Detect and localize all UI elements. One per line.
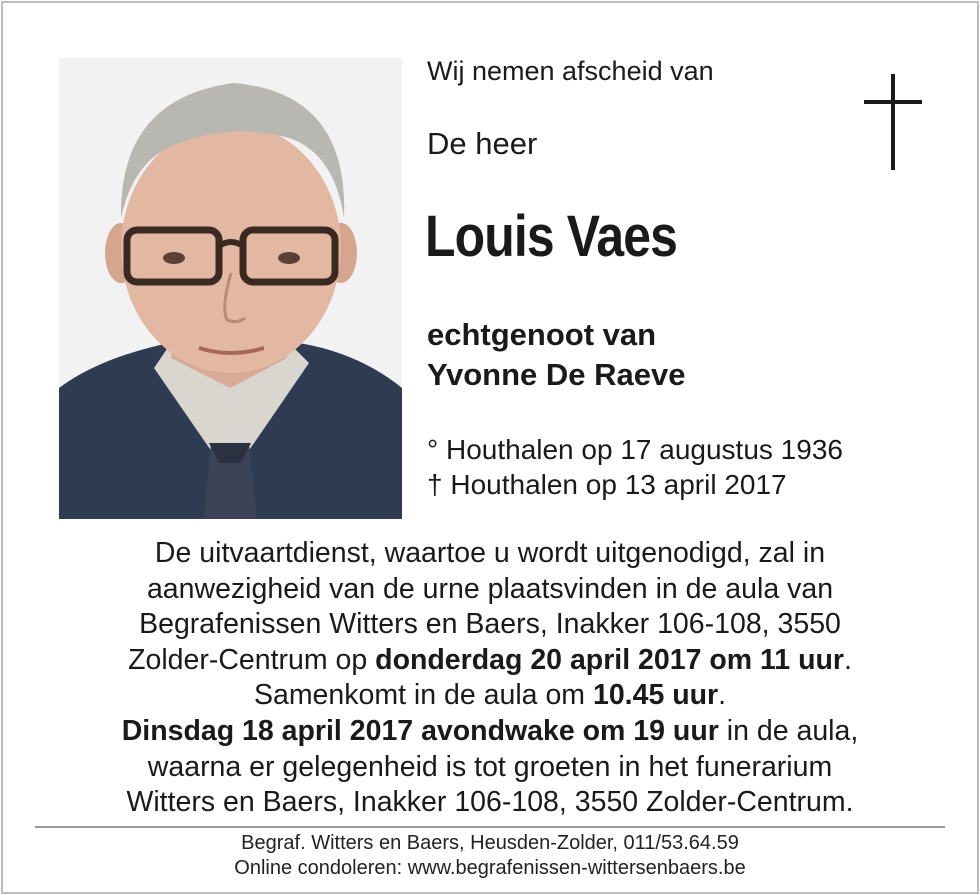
spouse-line-1: echtgenoot van	[427, 317, 657, 352]
body-line	[40, 643, 940, 679]
body-line: Begrafenissen Witters en Baers, Inakker 106-108, 3550	[139, 608, 841, 641]
honorific: De heer	[427, 126, 538, 161]
body-text: .	[718, 679, 727, 712]
body-line: Witters en Baers, Inakker 106-108, 3550 Zolder-Centrum.	[126, 786, 854, 819]
body-line	[40, 678, 940, 714]
body-text: in de aula,	[718, 714, 859, 747]
body-line	[40, 714, 940, 750]
intro-text: Wij nemen afscheid van	[427, 56, 714, 86]
body-text: .	[844, 643, 852, 676]
funeral-details	[40, 536, 940, 821]
cross-icon	[864, 74, 922, 170]
spouse-block	[427, 315, 685, 395]
death-line: † Houthalen op 13 april 2017	[427, 469, 787, 500]
body-line: aanwezigheid van de urne plaatsvinden in de aula van	[146, 572, 834, 605]
body-text: Zolder-Centrum op	[128, 643, 376, 676]
footer-divider	[35, 826, 945, 828]
birth-line: ° Houthalen op 17 augustus 1936	[427, 434, 843, 465]
body-text: Samenkomt in de aula om	[253, 679, 593, 712]
body-line: waarna er gelegenheid is tot groeten in het funerarium	[147, 750, 833, 783]
deceased-name: Louis Vaes	[425, 204, 678, 269]
gathering-time: 10.45 uur	[592, 679, 719, 712]
footer-line-2: Online condoleren: www.begrafenissen-wittersenbaers.be	[234, 857, 746, 879]
service-date: donderdag 20 april 2017 om 11 uur	[375, 643, 844, 676]
footer	[0, 831, 980, 881]
spouse-line-2: Yvonne De Raeve	[427, 357, 686, 392]
body-line: De uitvaartdienst, waartoe u wordt uitgenodigd, zal in	[154, 537, 826, 569]
footer-line-1: Begraf. Witters en Baers, Heusden-Zolder, 011/53.64.59	[241, 832, 739, 854]
dates-block	[427, 432, 843, 502]
portrait-photo	[59, 58, 402, 519]
wake-date: Dinsdag 18 april 2017 avondwake om 19 uur	[121, 714, 719, 747]
